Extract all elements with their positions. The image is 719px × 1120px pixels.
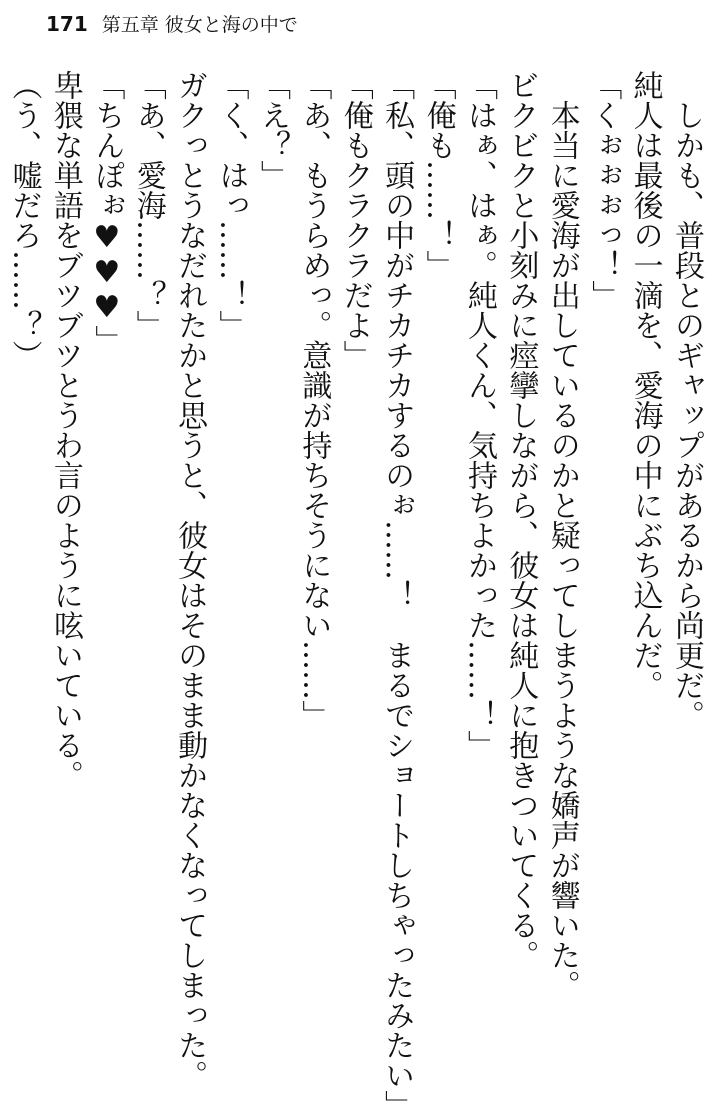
text-line: 「俺もクラクラだよ」 bbox=[337, 70, 373, 370]
text-line: 「く、はっ……！」 bbox=[213, 70, 249, 340]
text-line: しかも、普段とのギャップがあるから尚更だ。 bbox=[669, 100, 704, 730]
text-line: 「はぁ、はぁ。純人くん、気持ちよかった……！」 bbox=[461, 70, 497, 760]
chapter-title: 第五章 彼女と海の中で bbox=[101, 14, 298, 36]
text-line: 本当に愛海が出しているのかと疑ってしまうような嬌声が響いた。 bbox=[544, 100, 580, 1000]
text-line: 「俺も……！」 bbox=[420, 70, 456, 280]
text-line: 「くぉぉぉっ！」 bbox=[586, 70, 622, 310]
text-line: （う、嘘だろ……？） bbox=[6, 70, 42, 370]
text-line: 純人は最後の一滴を、愛海の中にぶち込んだ。 bbox=[627, 70, 663, 700]
text-line: 「私、頭の中がチカチカするのぉ……！ まるでショートしちゃったみたい」 bbox=[379, 70, 415, 1120]
text-line: 「ちんぽぉ♥♥♥」 bbox=[89, 70, 125, 355]
vertical-text-body bbox=[6, 70, 707, 1120]
page-header bbox=[46, 10, 298, 40]
text-line: 「あ、愛海……？」 bbox=[130, 70, 166, 340]
page-number: 171 bbox=[46, 12, 88, 36]
text-line: 「え？」 bbox=[254, 70, 290, 190]
text-line: ガクっとうなだれたかと思うと、彼女はそのまま動かなくなってしまった。 bbox=[172, 70, 208, 1090]
text-line: 「あ、もうらめっ。意識が持ちそうにない……」 bbox=[296, 70, 332, 730]
text-line: 卑猥な単語をブツブツとうわ言のように呟いている。 bbox=[47, 70, 83, 790]
text-line: ビクビクと小刻みに痙攣しながら、彼女は純人に抱きついてくる。 bbox=[503, 70, 539, 970]
